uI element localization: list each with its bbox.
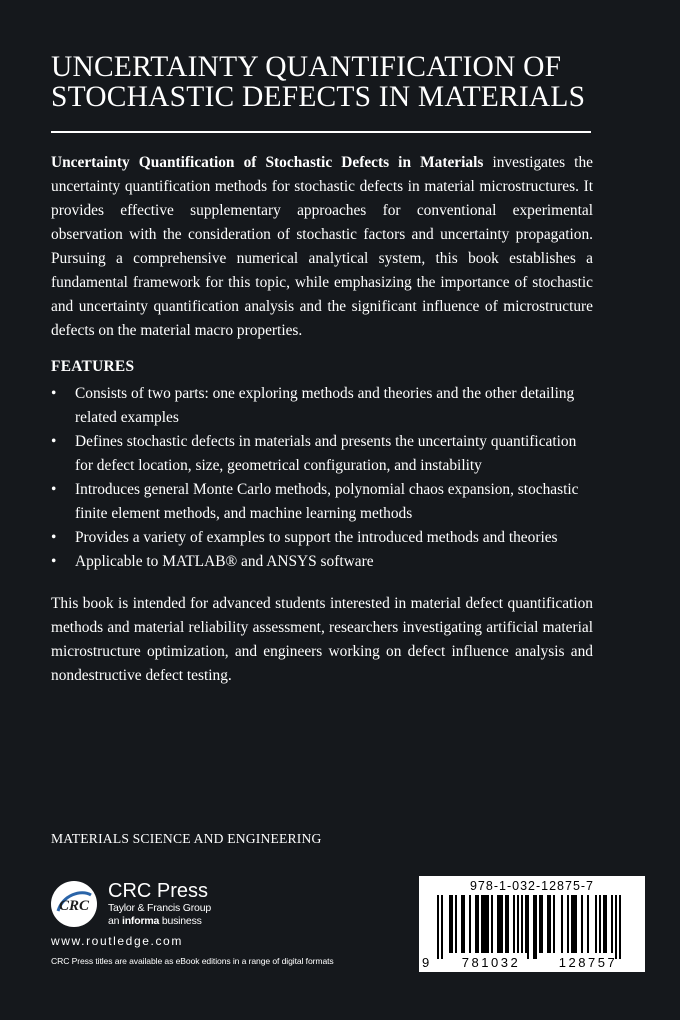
intro-paragraph	[51, 151, 593, 343]
feature-item: • Introduces general Monte Carlo methods, polynomial chaos expansion, stochastic finite element methods, and machine learning methods	[51, 478, 593, 526]
title-line-2: STOCHASTIC DEFECTS IN MATERIALS	[51, 81, 586, 113]
feature-item: • Consists of two parts: one exploring methods and theories and the other detailing related examples	[51, 382, 593, 430]
feature-item: • Defines stochastic defects in materials and presents the uncertainty quantification for defect location, size, geometrical configuration, and instability	[51, 430, 593, 478]
publisher-group: Taylor & Francis Group	[108, 902, 211, 914]
isbn-barcode	[419, 876, 645, 972]
series-label: MATERIALS SCIENCE AND ENGINEERING	[51, 831, 322, 846]
publisher-block	[108, 880, 211, 928]
ebook-note: CRC Press titles are available as eBook editions in a range of digital formats	[51, 956, 334, 966]
website-link[interactable]: www.routledge.com	[51, 934, 183, 948]
barcode-first-digit: 9	[422, 955, 430, 970]
title-divider	[51, 131, 591, 133]
barcode-bars	[437, 895, 633, 961]
crc-logo-icon	[51, 881, 97, 927]
intro-text: investigates the uncertainty quantification methods for stochastic defects in material microstructures. It provides effective supplementary approaches for conventional experimental observation with the consideration of stochastic factors and uncertainty propagation. Pursuing a comprehensive numerical analytical system, this book establishes a fundamental framework for this topic, while emphasizing the importance of stochastic and uncertainty quantification analysis and the significant influence of microstructure defects on the material macro properties.	[51, 154, 593, 339]
title-line-1: UNCERTAINTY QUANTIFICATION OF	[51, 51, 562, 83]
isbn-number: 978-1-032-12875-7	[469, 879, 595, 893]
barcode-right-digits: 128757	[558, 955, 618, 970]
barcode-left-digits: 781032	[461, 955, 521, 970]
publisher-business: an informa business	[108, 915, 202, 927]
logo-text: CRC	[58, 898, 90, 914]
publisher-name: CRC Press	[108, 880, 209, 902]
features-list	[51, 382, 593, 574]
intro-bold-title: Uncertainty Quantification of Stochastic Defects in Materials	[51, 154, 484, 171]
audience-paragraph: This book is intended for advanced students interested in material defect quantification methods and material reliability assessment, researchers investigating artificial material microstructure optimization, and engineers working on defect influence analysis and nondestructive defect testing.	[51, 595, 593, 684]
feature-item: • Applicable to MATLAB® and ANSYS software	[51, 550, 593, 574]
features-heading: FEATURES	[51, 358, 135, 375]
feature-item: • Provides a variety of examples to support the introduced methods and theories	[51, 526, 593, 550]
book-title	[51, 52, 641, 112]
